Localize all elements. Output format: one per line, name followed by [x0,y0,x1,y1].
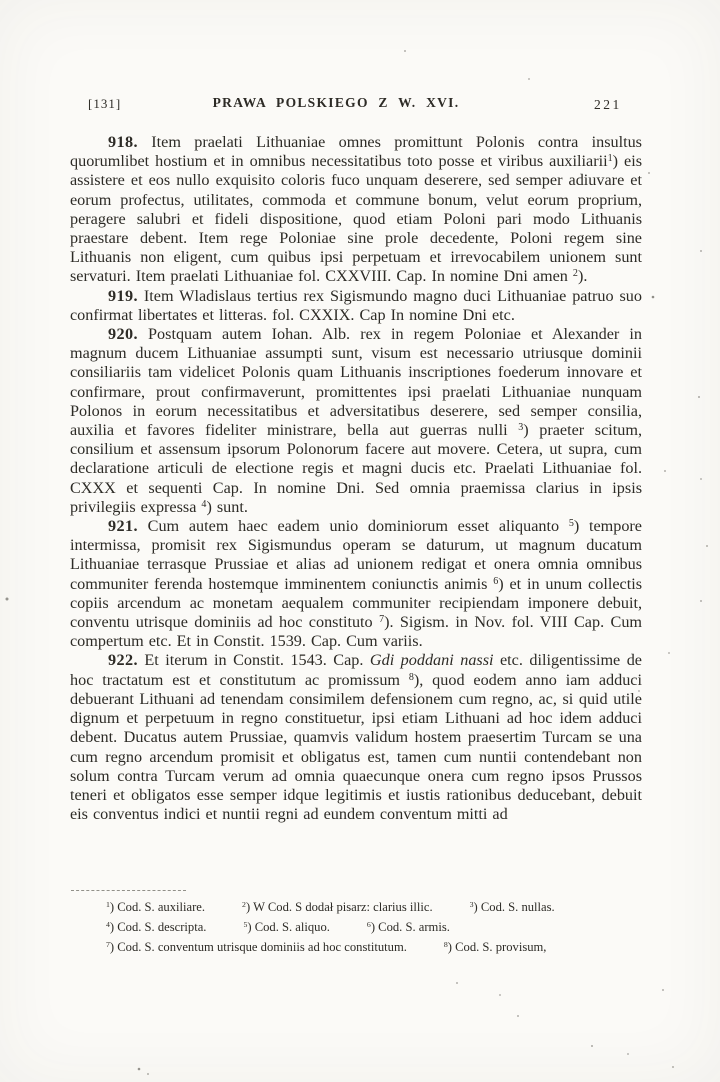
footnote-reference: 1 [106,900,110,910]
footnote-reference: 2 [242,900,246,910]
paragraph-number: 920. [108,325,138,344]
paragraph: 920. Postquam autem Iohan. Alb. rex in regem Poloniae et Alexander in magnum ducem Lithuaniae assumpti sunt, visum est necessario utriusque dominii consiliariis tam videlicet Polonis quam Lithuanis inscriptiones foederum innovare et confirmare, prout confirmaverunt, promittentes ipsi praelati Lithuaniae nunquam Polonos in eorum necessitatibus et adversitatibus deserere, sed semper consilia, auxilia et favores fideliter ministrare, bella aut guerras nulli $^3$) praeter scitum, consilium et assensum ipsorum Polonorum facere aut movere. Cetera, ut supra, cum declaratione articuli de electione regis et magni ducis etc. Praelati Lithuaniae fol. CXXX et sequenti Cap. In nomine Dni. Sed omnia praemissa clarius in ipsis privilegiis expressa $^4$) sunt. [70,325,642,516]
footnote-entry: $^7$) Cod. S. conventum utrisque dominiis ad hoc constitutum. [106,940,407,954]
footnote-reference: 6 [366,920,371,930]
footnote-reference: 3 [518,422,524,434]
footnote-row [70,917,652,937]
italic-citation: Gdi poddani nassi [369,651,494,670]
footnote-reference: 2 [572,268,578,280]
footnote-entry: $^3$) Cod. S. nullas. [469,900,555,914]
footnote-row [70,897,652,917]
footnote-reference: 1 [607,153,613,165]
footnotes [70,897,652,957]
footnote-entry: $^6$) Cod. S. armis. [366,920,450,934]
footnote-entry: $^4$) Cod. S. descripta. [106,920,207,934]
footnote-reference: 3 [469,900,474,910]
footnote-entry: $^1$) Cod. S. auxiliare. [106,900,206,914]
footnote-reference: 4 [201,498,207,510]
paragraph: 921. Cum autem haec eadem unio dominiorum esset aliquanto $^5$) tempore intermissa, promisit rex Sigismundus operam se daturum, ut magnum ducatum Lithuaniae terrasque Prussiae et alias ad unionem redigat et onera omnia omnibus communiter ferenda hostemque imminentem coniunctis animis $^6$) et in unum collectis copiis arcendum ac monetam aequalem communiter recipiendam imponere debuit, conventu utrisque dominiis ad hoc constituto $^7$). Sigism. in Nov. fol. VIII Cap. Cum compertum etc. Et in Constit. 1539. Cap. Cum variis. [70,517,643,651]
body-text [70,133,642,824]
folio-bracket-number: [131] [88,96,122,111]
paragraph: 922. Et iterum in Constit. 1543. Cap. Gdi poddani nassi etc. diligentissime de hoc tractatum est et constitutum ac promissum $^8$), quod eodem anno iam adduci debuerant Lithuani ad tenendam consimilem defensionem cum regno, ac, si quid utile dignum et perpetuum in regno constituetur, ipsi etiam Lithuani ad hoc idem adduci debent. Ducatus autem Prussiae, quamvis validum hostem praesertim Turcam se una cum regno arcendum promisit et obligatus est, tamen cum nuntii contendebant non solum contra Turcam verum ad omnia quaecunque onera cum regno ipsos Prussos teneri et obligatos esse semper idque legitimis et iustis rationibus deducebant, debuit eis conventus indici et nuntii regni ad eundem conventum mitti ad [70,651,642,824]
paragraph-number: 919. [108,286,138,305]
footnote-reference: 5 [568,518,574,530]
footnote-reference: 5 [243,920,248,930]
footnote-reference: 4 [106,920,110,930]
footnote-row [70,937,652,957]
footnote-entry: $^2$) W Cod. S dodał pisarz: clarius illic. [242,900,433,914]
footnote-reference: 8 [408,671,414,683]
paragraph: 919. Item Wladislaus tertius rex Sigismundo magno duci Lithuaniae patruo suo confirmat libertates et litteras. fol. CXXIX. Cap In nomine Dni etc. [70,286,642,324]
scan-noise-specks [0,0,2,2]
paragraph-number: 918. [108,133,138,151]
paragraph-number: 922. [108,651,138,670]
footnote-reference: 7 [379,614,385,626]
page-number: 221 [594,97,622,112]
footnote-entry: $^5$) Cod. S. aliquo. [243,920,330,934]
paragraph: 918. Item praelati Lithuaniae omnes promittunt Polonis contra insultus quorumlibet hostium et in omnibus necessitatibus toto posse et viribus auxiliarii$^1$) eis assistere et eos nullo exquisito coloris fuco unquam deserere, sed semper adiuvare et eorum profectus, utilitates, commoda et commune bonum, velut eorum proprium, peragere salubri et fideli dispositione, quod etiam Poloni pari modo Lithuanis praestare debent. Item rege Poloniae sine prole decedente, Poloni regem sine Lithuanis non eligent, cum quibus ipsi perpetuam et irrevocabilem unionem sunt servaturi. Item praelati Lithuaniae fol. CXXVIII. Cap. In nomine Dni amen $^2$). [70,133,642,286]
footnote-reference: 8 [443,940,448,950]
footnote-entry: $^8$) Cod. S. provisum, [443,940,547,954]
paragraph-number: 921. [108,517,138,536]
page-header [0,95,720,115]
footnote-reference: 7 [106,940,110,950]
footnote-reference: 6 [493,575,499,587]
footnote-separator-rule [71,890,186,891]
running-title: PRAWA POLSKIEGO Z W. XVI. [212,95,460,110]
